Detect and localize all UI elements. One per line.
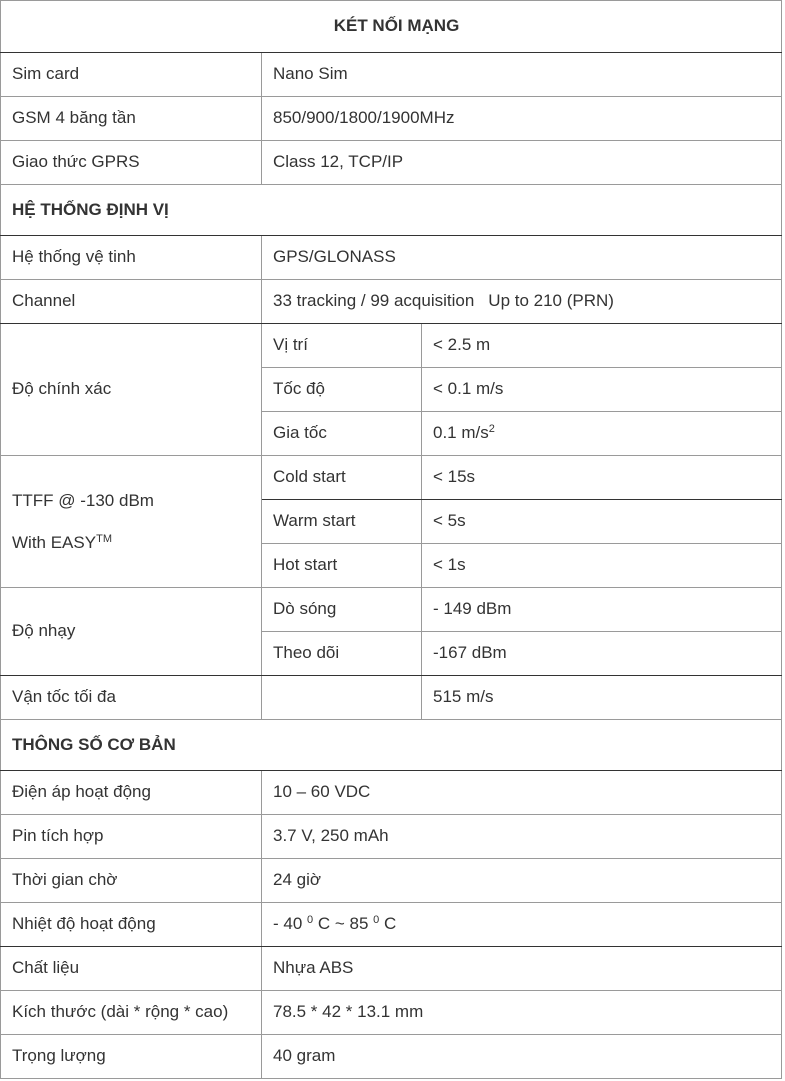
row-label: Channel <box>1 280 262 324</box>
row-label: Sim card <box>1 53 262 97</box>
row-value: 515 m/s <box>422 676 782 720</box>
sub-label: Dò sóng <box>262 588 422 632</box>
table-row <box>1 815 782 859</box>
row-label: Trọng lượng <box>1 1035 262 1079</box>
row-label: Chất liệu <box>1 947 262 991</box>
row-value: GPS/GLONASS <box>262 236 782 280</box>
row-label: Thời gian chờ <box>1 859 262 903</box>
table-row <box>1 1035 782 1079</box>
table-row <box>1 859 782 903</box>
ttff-line-1: TTFF @ -130 dBm <box>12 490 154 510</box>
row-value: 10 – 60 VDC <box>262 771 782 815</box>
channel-value-a: 33 tracking / 99 acquisition <box>273 291 475 311</box>
sub-value: < 2.5 m <box>422 324 782 368</box>
table-row <box>1 324 782 368</box>
row-value: 24 giờ <box>262 859 782 903</box>
section-header-network <box>1 1 782 53</box>
channel-value-b: Up to 210 (PRN) <box>488 291 614 311</box>
sub-label: Theo dõi <box>262 632 422 676</box>
sub-value: < 1s <box>422 544 782 588</box>
table-row <box>1 53 782 97</box>
group-label: Độ nhạy <box>1 588 262 676</box>
sub-value: -167 dBm <box>422 632 782 676</box>
table-row <box>1 97 782 141</box>
empty-cell <box>262 676 422 720</box>
table-row <box>1 771 782 815</box>
table-row <box>1 991 782 1035</box>
section-title: HỆ THỐNG ĐỊNH VỊ <box>1 185 782 236</box>
table-row <box>1 236 782 280</box>
row-value: Nano Sim <box>262 53 782 97</box>
table-row <box>1 588 782 632</box>
row-label: GSM 4 băng tần <box>1 97 262 141</box>
row-label: Nhiệt độ hoạt động <box>1 903 262 947</box>
table-row <box>1 903 782 947</box>
row-value: 78.5 * 42 * 13.1 mm <box>262 991 782 1035</box>
row-label: Hệ thống vệ tinh <box>1 236 262 280</box>
row-label: Điện áp hoạt động <box>1 771 262 815</box>
sub-value: < 0.1 m/s <box>422 368 782 412</box>
sub-label: Cold start <box>262 456 422 500</box>
table-row <box>1 947 782 991</box>
sub-label: Warm start <box>262 500 422 544</box>
group-label-ttff <box>1 456 262 588</box>
table-row <box>1 676 782 720</box>
row-value: - 40 $^0$ C ~ 85 $^0$ C <box>262 903 782 947</box>
section-header-basic <box>1 720 782 771</box>
row-label: Vận tốc tối đa <box>1 676 262 720</box>
sub-value: 0.1 $m/s^2$ <box>422 412 782 456</box>
ttff-line-2: With EASY™ <box>12 532 112 552</box>
row-value: 850/900/1800/1900MHz <box>262 97 782 141</box>
section-title: THÔNG SỐ CƠ BẢN <box>1 720 782 771</box>
sub-label: Hot start <box>262 544 422 588</box>
row-value: 3.7 V, 250 mAh <box>262 815 782 859</box>
row-value: Class 12, TCP/IP <box>262 141 782 185</box>
sub-value: < 5s <box>422 500 782 544</box>
group-label: Độ chính xác <box>1 324 262 456</box>
sub-label: Vị trí <box>262 324 422 368</box>
row-label: Pin tích hợp <box>1 815 262 859</box>
section-title: KÉT NỐI MẠNG <box>1 1 782 53</box>
row-label: Giao thức GPRS <box>1 141 262 185</box>
table-row <box>1 456 782 500</box>
row-value: 40 gram <box>262 1035 782 1079</box>
table-row <box>1 141 782 185</box>
sub-label: Gia tốc <box>262 412 422 456</box>
row-value <box>262 280 782 324</box>
section-header-positioning <box>1 185 782 236</box>
row-label: Kích thước (dài * rộng * cao) <box>1 991 262 1035</box>
sub-value: < 15s <box>422 456 782 500</box>
table-row <box>1 280 782 324</box>
sub-label: Tốc độ <box>262 368 422 412</box>
sub-value: - 149 dBm <box>422 588 782 632</box>
row-value: Nhựa ABS <box>262 947 782 991</box>
